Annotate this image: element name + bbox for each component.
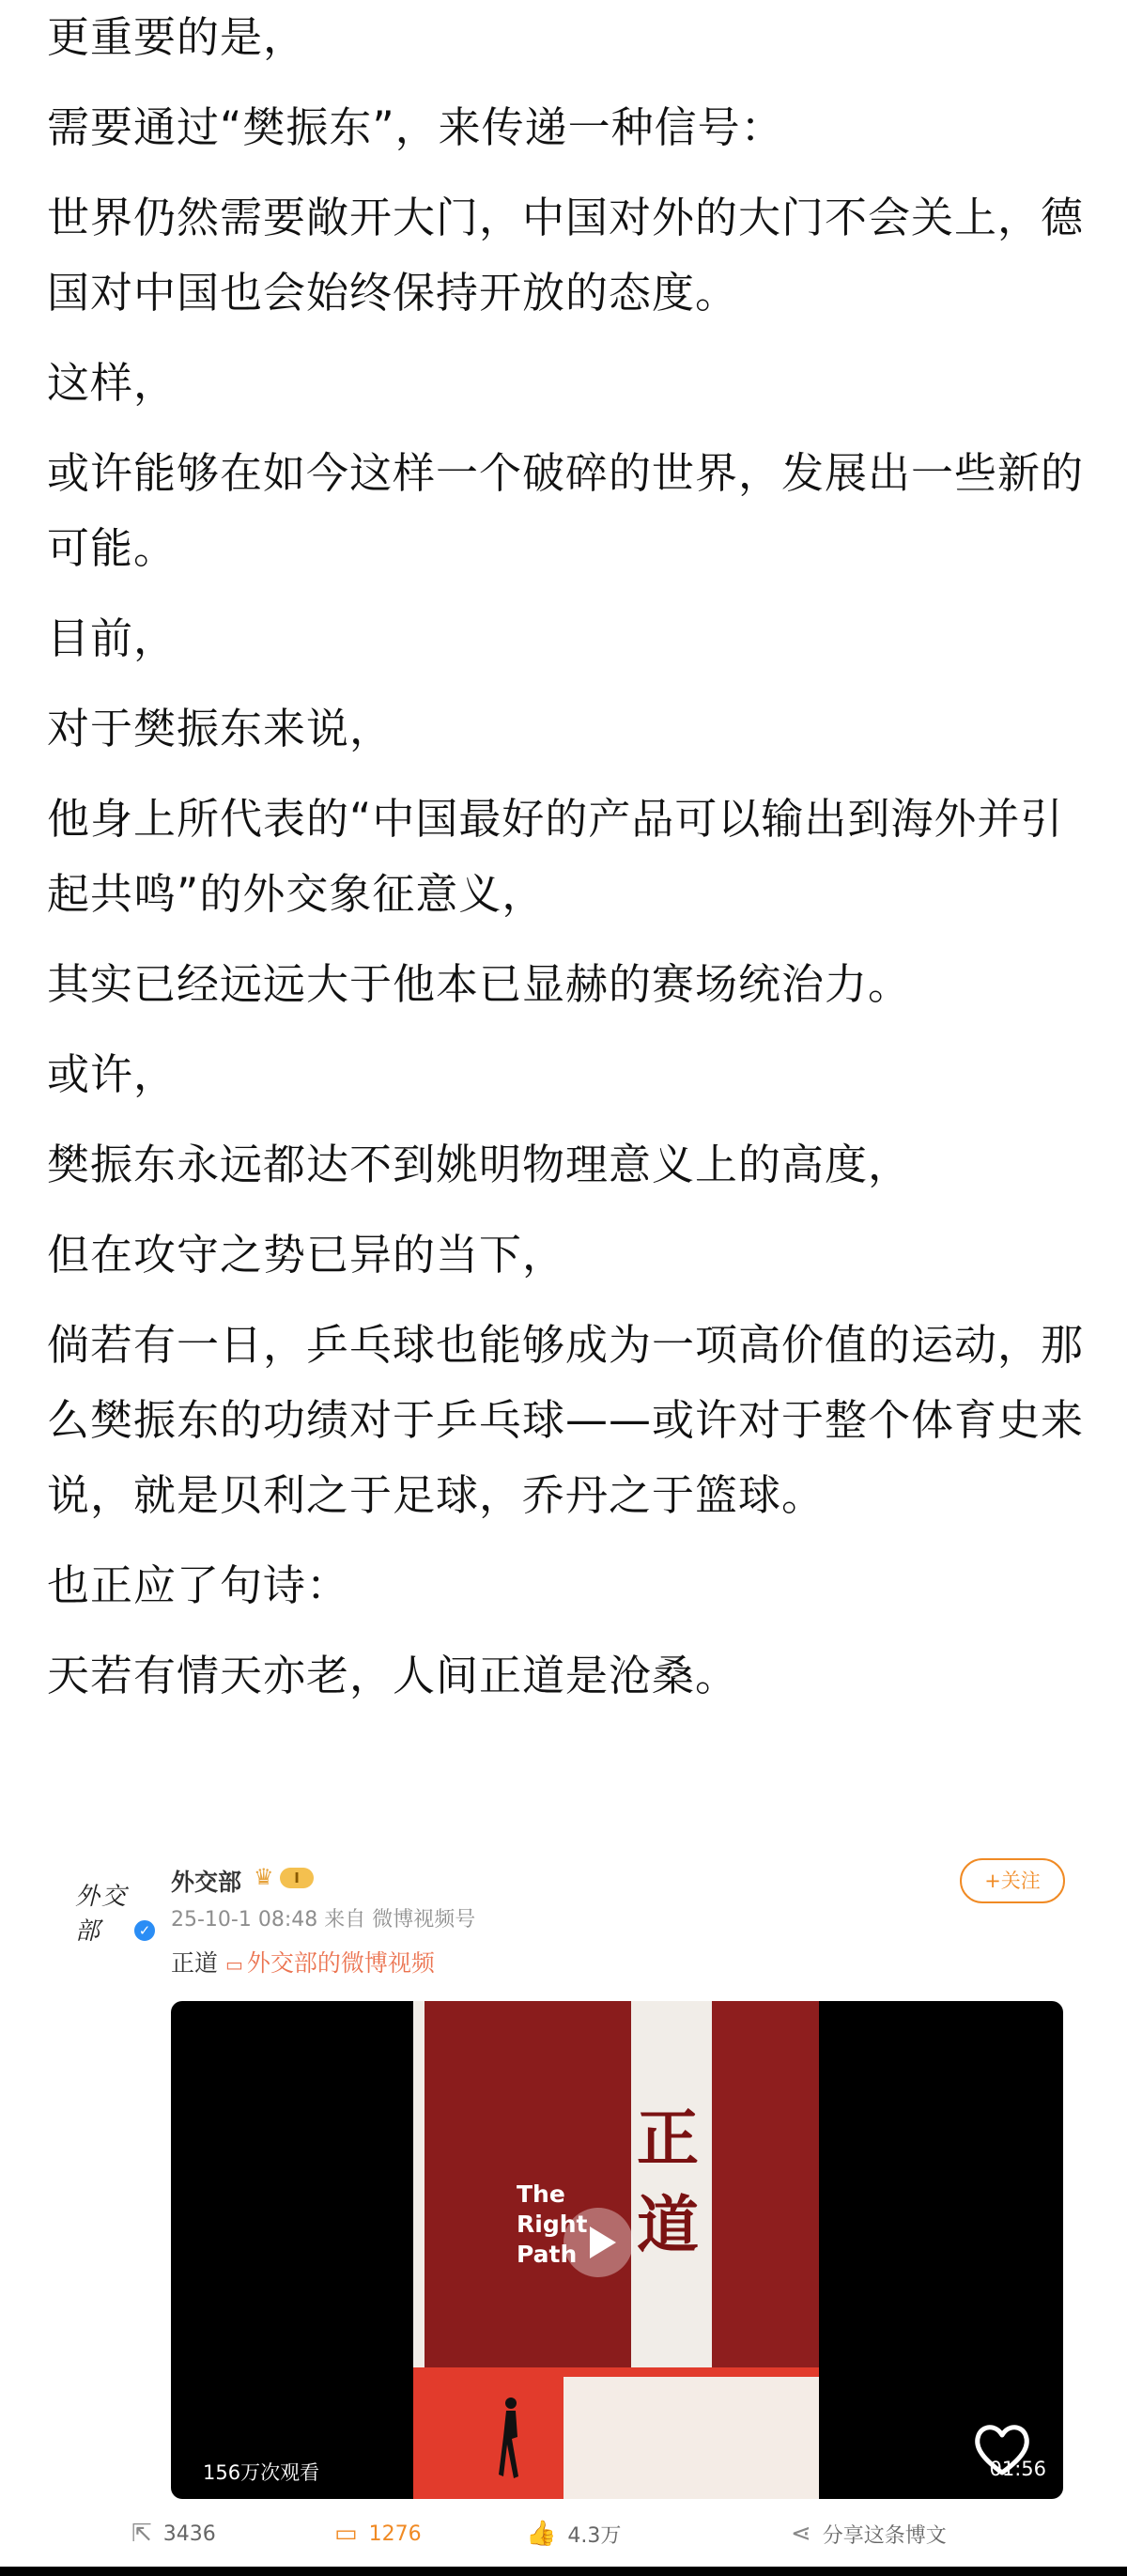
repost-count: 3436 [162, 2522, 216, 2546]
video-poster [413, 2001, 819, 2499]
paragraph: 倘若有一日，乒乓球也能够成为一项高价值的运动，那么樊振东的功绩对于乒乓球——或许对于整个体育史来说，就是贝利之于足球，乔丹之于篮球。 [47, 1320, 1085, 1520]
post-action-bar [0, 2510, 1127, 2557]
paragraph: 天若有情天亦老，人间正道是沧桑。 [47, 1651, 739, 1700]
poster-title-en: The Right Path [517, 2180, 588, 2268]
comment-count: 1276 [368, 2522, 422, 2546]
post-text-prefix: 正道 [171, 1949, 219, 1977]
paragraph: 更重要的是， [47, 12, 307, 62]
embedded-weibo-post [66, 1839, 1071, 2508]
video-player[interactable] [171, 2001, 1063, 2499]
crown-icon: ♛ [254, 1864, 274, 1890]
video-link[interactable]: 外交部的微博视频 [246, 1949, 435, 1977]
heart-icon[interactable] [969, 2416, 1035, 2482]
paragraph: 但在攻守之势已异的当下， [47, 1230, 566, 1280]
video-link-icon: ▭ [225, 1953, 243, 1976]
article-body [47, 0, 1089, 1714]
post-meta: 25-10-1 08:48 来自 微博视频号 [171, 1908, 476, 1932]
author-name[interactable]: 外交部 [171, 1869, 242, 1896]
video-duration: 01:56 [989, 2458, 1046, 2480]
author-logo[interactable]: 外交部 [75, 1883, 129, 1946]
verified-badge-icon: ✓ [132, 1918, 157, 1943]
paragraph: 其实已经远远大于他本已显赫的赛场统治力。 [47, 959, 912, 1009]
poster-title-cn: 正 道 [637, 2102, 699, 2261]
paragraph: 世界仍然需要敞开大门，中国对外的大门不会关上，德国对中国也会始终保持开放的态度。 [47, 193, 1085, 318]
paragraph: 目前， [47, 613, 178, 663]
paragraph: 这样， [47, 358, 178, 408]
share-post-button[interactable] [791, 2510, 947, 2557]
paragraph: 或许， [47, 1049, 178, 1099]
poster-floor-light [564, 2377, 819, 2499]
paragraph: 或许能够在如今这样一个破碎的世界，发展出一些新的可能。 [47, 448, 1085, 573]
paragraph: 他身上所代表的“中国最好的产品可以输出到海外并引起共鸣”的外交象征意义， [47, 794, 1064, 919]
thumbs-up-icon: 👍 [526, 2520, 557, 2548]
paragraph: 需要通过“樊振东”，来传递一种信号： [47, 102, 784, 152]
play-button-icon[interactable] [564, 2208, 633, 2277]
paragraph: 樊振东永远都达不到姚明物理意义上的高度， [47, 1140, 912, 1189]
repost-icon: ⇱ [131, 2520, 152, 2548]
post-text [171, 1945, 435, 1979]
vip-level-badge: Ⅰ [280, 1868, 314, 1888]
paragraph: 对于樊振东来说， [47, 704, 394, 753]
paragraph: 也正应了句诗： [47, 1560, 350, 1610]
comment-button[interactable] [334, 2510, 422, 2557]
bottom-edge [0, 2567, 1127, 2576]
comment-icon: ▭ [334, 2520, 358, 2548]
share-post-label: 分享这条博文 [822, 2523, 947, 2548]
share-icon: ⋖ [791, 2520, 811, 2548]
view-count: 156万次观看 [203, 2461, 320, 2484]
like-count: 4.3万 [567, 2523, 622, 2548]
runner-silhouette-icon [498, 2396, 522, 2480]
like-button[interactable] [526, 2510, 621, 2557]
follow-button[interactable]: +关注 [960, 1858, 1065, 1903]
repost-button[interactable] [131, 2510, 216, 2557]
